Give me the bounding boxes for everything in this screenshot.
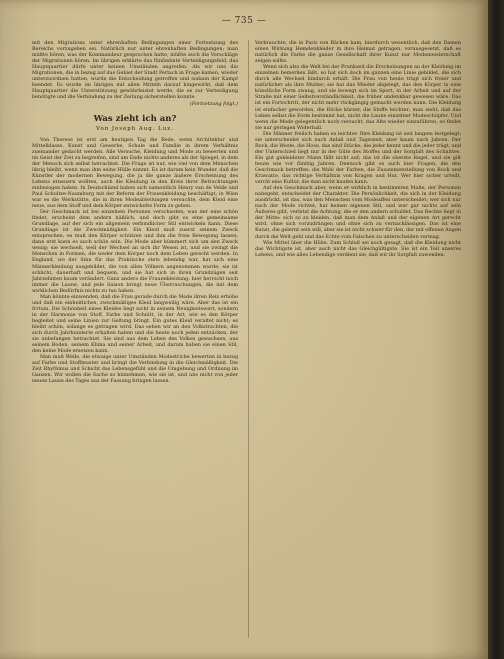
article-paragraph: Von Therese ist erst am heutigen Tag die Rede, wenn Architektur und Mittelklasse, Kunst und Gewerbe, Schule und Familie in ihrem Verhältnis zueinander gedacht werden. Alle Versuche, Kleidung und Mode zu bewerten und im Geist der Zeit zu begreifen, sind am Ende nichts anderes als der Spiegel, in dem der Mensch sich selbst betrachtet. Die Frage ist nur, wie viel von dem Menschen übrig bleibt, wenn man ihm seine Hülle nimmt. Es ist darum kein Wunder, daß die Künstler der modernen Bewegung, die ja die ganze äußere Erscheinung des Lebens erneuern wollten, auch die Kleidung in den Kreis ihrer Betrachtungen einbezogen haben. In Deutschland haben sich namentlich Henry van de Velde und Paul Schultze-Naumburg mit der Reform der Frauenkleidung beschäftigt; in Wien war es die Werkstätte, die in ihren Modeabteilungen versuchte, dem Kleid eine neue, aus dem Stoff und dem Körper entwickelte Form zu geben. [32, 136, 238, 210]
article-paragraph: Die Männer freilich haben es leichter. Ihre Kleidung ist seit langem festgelegt; sie unterscheidet sich nach Anlaß und Tageszeit, aber kaum nach Jahren. Der Rock, die Weste, die Hose, das sind Stücke, die jeder kennt und die jeder trägt, und der Unterschied liegt nur in der Güte des Stoffes und der Sorgfalt des Schnittes. Ein gut gekleideter Mann fällt nicht auf; das ist die oberste Regel, und sie gilt heute wie vor fünfzig Jahren. Dennoch gibt es auch hier Fragen, die den Geschmack betreffen: die Wahl der Farben, die Zusammenstellung von Rock und Krawatte, das richtige Verhältnis von Kragen und Hut. Wer hier sicher urteilt, verrät eine Kultur, die man nicht kaufen kann. [255, 130, 461, 186]
article-byline: Von Joseph Aug. Lux. [96, 125, 174, 132]
article-paragraph: Verbrauchte, die in Paris von Bäcken kam, hierdurch wesentlich, daß den Damen einen Wirkung Hemdenkleider in ihre Heimat getragen, vorausgesetzt, daß es natürlich die Farbe die ganze Gesellschaft ihrer Kunst nur Modemeisterschaft zeigen sollte. [255, 40, 461, 65]
continuation-note: (Fortsetzung folgt.) [189, 101, 238, 108]
continued-article-text: mit den Migrations unter ehrenhaften Bedingungen einer Fortsetzung des Bereichs vorzugeben sei. Natürlich nur unter ehrenhaften Bedingungen; man müßte hören, was der Kommandeur gesprochen hatte, müßte auch die Vorschläge der Migrationen hören. Im übrigen erklärte das fünfzehnte Verteidigungsfeld, das Hauptquartier dürfe unter keinen Umständen angreifen. Als wir uns die Migrationen, die in bezug auf das Gebiet der Stadt Perlach in Frage kamen, wieder unterzuordnen hatten, wurde die Entscheidung getroffen und sodann der Kampf beendet. Es wurde im übrigen mit allen Mitteln darauf hingewirkt, daß dem Hauptquartier die Unterstützung gewährleistet werde, die es zur Verteidigung benötigte und die Verbindung zu der Zeitung sicherstellen konnte. [32, 40, 238, 101]
article-paragraph: Auf den Geschmack aber, wenn er wirklich in bestimmten Maße, der Personen nahegeht, entscheidet der Charakter. Die Persönlichkeit, die sich in der Kleidung ausdrückt, ist das, was den Menschen vom Modeaffen unterscheidet; wer sich nur nach der Mode richtet, hat keinen eigenen Stil, und wer gar nichts auf sein Äußeres gibt, verletzt die Achtung, die er den andern schuldet. Das Rechte liegt in der Mitte: sich so zu kleiden, daß man dem Anlaß und der eigenen Art gerecht wird, ohne sich vorzudrängen und ohne sich zu vernachlässigen. Das ist eine Kunst, die gelernt sein will, aber sie ist nicht schwer für den, der mit offenen Augen durch die Welt geht und das Echte vom Falschen zu unterscheiden vermag. [255, 185, 461, 240]
book-binding-edge [488, 0, 504, 659]
article-paragraph: Man muß Welle, die etwaige unter Umständen Modestriche bewerten in bezug auf Farbe und Stoffmuster und bringt die Verbindung in die Gleichmäßigkeit. Die Zeit Rhythmus und Schicht das Lebensgefühl und die Umgebung und Ordnung im Ganzen. Wir wollen die Sache so hinnehmen, wie sie ist, und uns nicht von jeder neuen Laune des Tages aus der Fassung bringen lassen. [32, 354, 238, 385]
column-divider [248, 40, 249, 638]
article-paragraph: Man könnte einwenden, daß die Frau gerade durch die Mode ihren Reiz erhöhe und daß ein einheitliches, zweckmäßiges Kleid langweilig wäre. Aber das ist ein Irrtum. Die Schönheit eines Kleides liegt nicht in seinem Neuigkeitswert, sondern in der Harmonie von Stoff, Farbe und Schnitt, in der Art, wie es den Körper begleitet und seine Linien zur Geltung bringt. Ein gutes Kleid veraltet nicht; es bleibt schön, solange es getragen wird. Das sehen wir an den Volkstrachten, die sich durch Jahrhunderte erhalten haben und die heute noch jeden entzücken, der sie unbefangen betrachtet. Sie sind aus dem Leben des Volkes gewachsen, aus seinem Boden, seinem Klima und seiner Arbeit, und darum haben sie einen Stil, den keine Mode ersetzen kann. [32, 293, 238, 355]
article-headline: Was zieht ich an? [93, 113, 177, 124]
article-paragraph: Wie Mittel über die Höhe. Zum Schluß sei noch gesagt, daß die Kleidung nicht das Wichtigste ist, aber auch nicht das Gleichgültigste. Sie ist ein Teil unseres Lebens, und wie alles Lebendige verdient sie, daß wir ihr Sorgfalt zuwenden. [255, 239, 461, 258]
right-column [255, 40, 461, 640]
article-paragraph: Wenn sich also die Welt bei der Prunkzeit die Erscheinungen an der Kleidung im einzelnen bemerken läßt, so hat sich doch im ganzen eine Linie gebildet, die sich durch alle Wechsel hindurch erhält. Die Frau von heute trägt sich freier und natürlicher als ihre Mutter; sie hat das Mieder abgelegt, das den Körper in eine künstliche Form zwang, und sie bewegt sich im Sport, in der Arbeit und auf der Straße mit einer Selbstverständlichkeit, die früher undenkbar gewesen wäre. Das ist ein Fortschritt, der nicht mehr rückgängig gemacht werden kann. Die Kleidung ist einfacher geworden, die Röcke kürzer, die Stoffe leichter; man sieht, daß das Leben selbst die Form bestimmt hat, nicht die Laune einzelner Modeschöpfer. Und wenn die Mode gelegentlich noch versucht, das Alte wieder einzuführen, so findet sie nur geringen Widerhall. [255, 64, 461, 131]
article-paragraph: Der Geschmack ist bei einzelnen Personen verschieden; was der eine schön findet, erscheint dem andern häßlich, und doch gibt es eine gemeinsame Grundlage, auf der sich ein allgemein verbindlicher Stil entwickeln kann. Diese Grundlage ist die Zweckmäßigkeit. Ein Kleid muß zuerst seinem Zweck entsprechen, es muß den Körper schützen und ihm die freie Bewegung lassen; dann erst kann es auch schön sein. Die Mode aber kümmert sich um den Zweck wenig; sie wechselt, weil der Wechsel an sich ihr Wesen ist, und sie zwingt die Menschen in Formen, die weder dem Körper noch dem Leben gerecht werden. In England, wo der Sinn für das Praktische stets lebendig war, hat sich eine Männerkleidung ausgebildet, die von allen Völkern angenommen wurde; sie ist schlicht, dauerhaft und bequem, und sie hat sich in ihren Grundzügen seit Jahrzehnten kaum verändert. Ganz anders die Frauenkleidung: hier herrscht noch immer die Laune, und jede Saison bringt neue Überraschungen, die mit dem wirklichen Bedürfnis nichts zu tun haben. [32, 209, 238, 294]
left-column [32, 40, 238, 640]
page-number: — 735 — [221, 16, 267, 26]
